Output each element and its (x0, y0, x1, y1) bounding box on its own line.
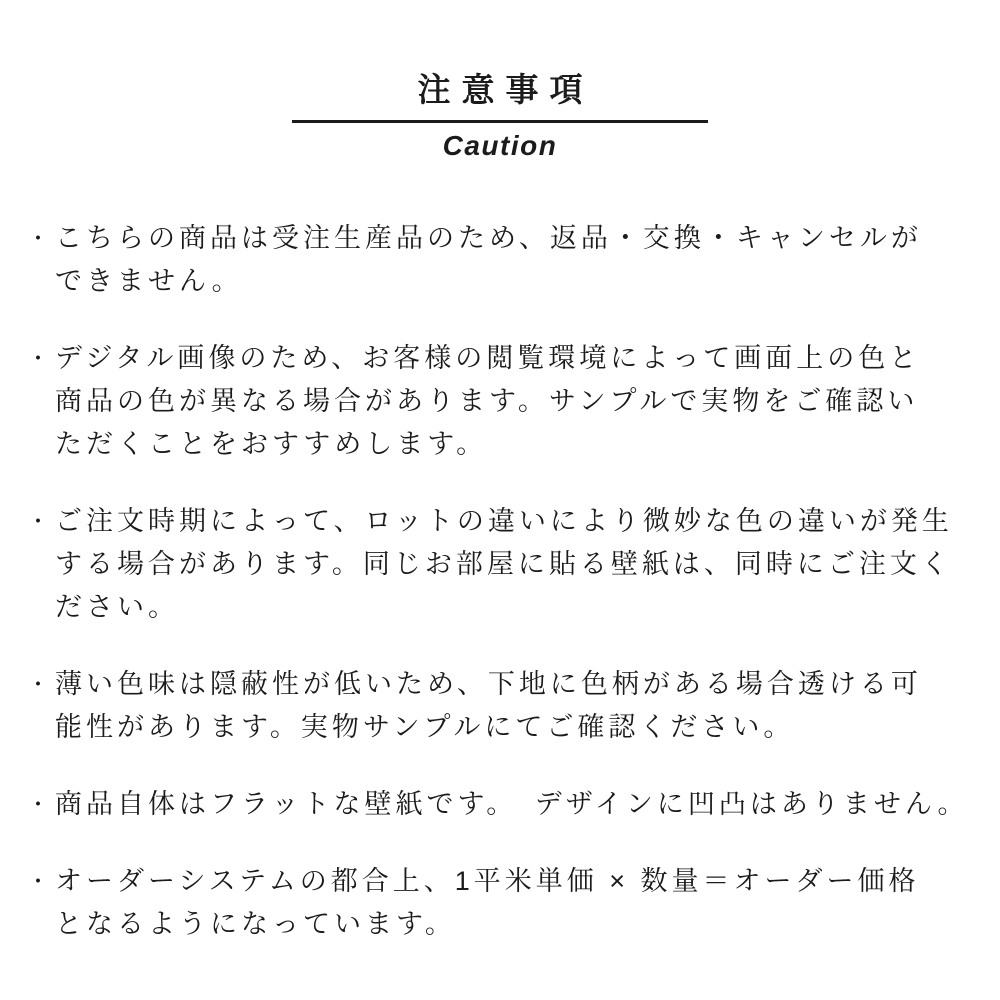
list-item-line: オーダーシステムの都合上、1平米単価 × 数量＝オーダー価格 (55, 866, 920, 896)
bullet-marker: ・ (26, 226, 49, 251)
page-title: 注意事項 (417, 71, 594, 108)
list-item (21, 500, 960, 629)
list-item-text (55, 217, 960, 303)
list-item-line: 能性があります。実物サンプルにてご確認ください。 (55, 712, 795, 742)
list-item (21, 860, 960, 946)
page-subtitle: Caution (442, 130, 558, 161)
list-item-line: する場合があります。同じお部屋に貼る壁紙は、同時にご注文く (55, 549, 952, 579)
bullet-marker: ・ (26, 509, 49, 534)
list-item-line: ださい。 (55, 592, 179, 622)
list-item-line: ただくことをおすすめします。 (55, 429, 488, 459)
list-item (21, 337, 960, 466)
bullet-marker: ・ (26, 672, 49, 697)
page-header (0, 0, 1000, 161)
list-item-line: 商品の色が異なる場合があります。サンプルで実物をご確認い (55, 386, 919, 416)
list-item (21, 217, 960, 303)
list-item-line: 薄い色味は隠蔽性が低いため、下地に色柄がある場合透ける可 (55, 669, 922, 699)
title-divider (292, 120, 708, 123)
list-item-line: 商品自体はフラットな壁紙です。 デザインに凹凸はありません。 (55, 789, 969, 819)
list-item-line: デジタル画像のため、お客様の閲覧環境によって画面上の色と (55, 343, 921, 373)
bullet-marker: ・ (26, 346, 49, 371)
list-item (21, 783, 969, 826)
list-item-text (55, 783, 969, 826)
list-item-text (55, 500, 960, 629)
list-item-text (55, 860, 960, 946)
list-item-text (55, 337, 960, 466)
caution-list (0, 161, 1000, 946)
list-item-line: となるようになっています。 (55, 909, 456, 939)
bullet-marker: ・ (26, 869, 49, 894)
list-item-line: できません。 (55, 266, 243, 296)
bullet-marker: ・ (26, 792, 49, 817)
list-item (21, 663, 960, 749)
list-item-line: こちらの商品は受注生産品のため、返品・交換・キャンセルが (55, 223, 922, 253)
list-item-line: ご注文時期によって、ロットの違いにより微妙な色の違いが発生 (55, 506, 953, 536)
list-item-text (55, 663, 960, 749)
